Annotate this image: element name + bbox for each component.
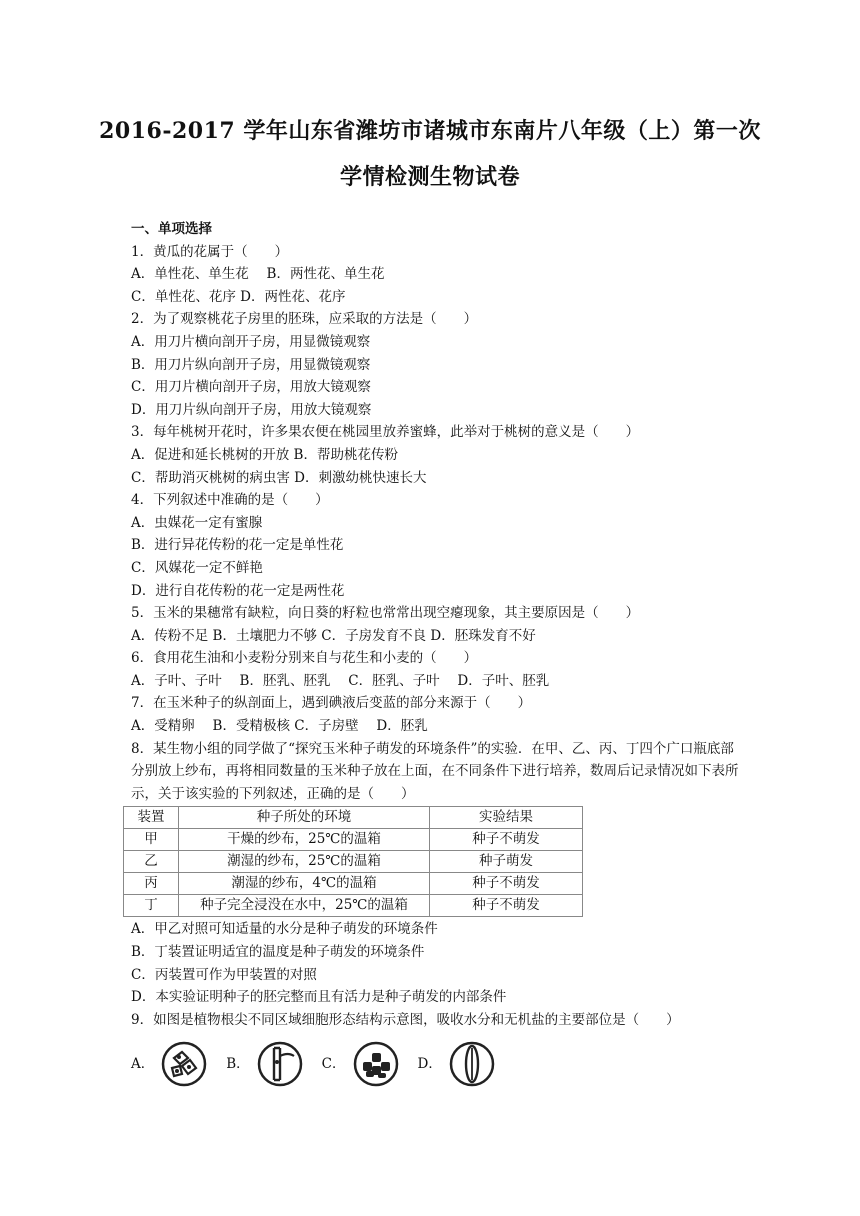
table-cell: 种子萌发: [430, 851, 583, 873]
table-cell: 种子不萌发: [430, 829, 583, 851]
table-cell: 种子完全浸没在水中，25℃的温箱: [179, 895, 430, 917]
table-cell: 干燥的纱布，25℃的温箱: [179, 829, 430, 851]
option-d-label: D．: [417, 1056, 442, 1073]
question-text-line: A．虫媒花一定有蜜腺: [131, 514, 263, 531]
table-cell: 种子不萌发: [430, 895, 583, 917]
table-cell: 潮湿的纱布，25℃的温箱: [179, 851, 430, 873]
table-row: [124, 829, 583, 851]
exam-title-line-2: 学情检测生物试卷: [339, 164, 520, 190]
option-b-label: B．: [226, 1056, 250, 1073]
question-9-image-options: [131, 1035, 741, 1093]
option-c-label: C．: [321, 1056, 346, 1073]
table-header-cell: 实验结果: [430, 807, 583, 829]
dense-cells-icon: [352, 1040, 400, 1088]
elongated-cell-icon: [448, 1040, 496, 1088]
question-text-line: 4．下列叙述中准确的是（ ）: [131, 492, 329, 509]
question-text-line: D．进行自花传粉的花一定是两性花: [131, 582, 345, 599]
exam-content: [131, 218, 741, 1093]
question-text-line: C．用刀片横向剖开子房，用放大镜观察: [131, 379, 371, 396]
table-cell: 潮湿的纱布，4℃的温箱: [179, 873, 430, 895]
question-text-line: A．单性花、单生花 B．两性花、单生花: [131, 266, 385, 283]
question-text-line: C．单性花、花序 D．两性花、花序: [131, 288, 346, 305]
question-text-line: A．甲乙对照可知适量的水分是种子萌发的环境条件: [131, 921, 438, 938]
question-text-line: 7．在玉米种子的纵剖面上，遇到碘液后变蓝的部分来源于（ ）: [131, 695, 532, 712]
question-text-line: 5．玉米的果穗常有缺粒，向日葵的籽粒也常常出现空瘪现象，其主要原因是（ ）: [131, 605, 640, 622]
question-text-line: B．用刀片纵向剖开子房，用显微镜观察: [131, 356, 371, 373]
question-text-line: B．进行异花传粉的花一定是单性花: [131, 537, 344, 554]
root-hair-cell-icon: [256, 1040, 304, 1088]
question-8-stem: 8．某生物小组的同学做了“探究玉米种子萌发的环境条件”的实验．在甲、乙、丙、丁四个广口瓶底部分别放上纱布，再将相同数量的玉米种子放在上面，在不同条件下进行培养，数周后记录情况如下表所示，关于该实验的下列叙述，正确的是（ ）: [131, 740, 739, 802]
table-row: [124, 895, 583, 917]
question-text-line: A．受精卵 B．受精极核 C．子房壁 D．胚乳: [131, 718, 428, 735]
question-text-line: 3．每年桃树开花时，许多果农便在桃园里放养蜜蜂，此举对于桃树的意义是（ ）: [131, 424, 640, 441]
question-text-line: A．用刀片横向剖开子房，用显微镜观察: [131, 333, 371, 350]
question-text-line: D．用刀片纵向剖开子房，用放大镜观察: [131, 401, 372, 418]
question-text-line: D．本实验证明种子的胚完整而且有活力是种子萌发的内部条件: [131, 989, 507, 1006]
question-8-options-and-question-9: [131, 918, 741, 1031]
question-text-line: 9．如图是植物根尖不同区域细胞形态结构示意图，吸收水分和无机盐的主要部位是（ ）: [131, 1011, 680, 1028]
question-text-line: 6．食用花生油和小麦粉分别来自与花生和小麦的（ ）: [131, 650, 478, 667]
option-a-label: A．: [131, 1056, 155, 1073]
section-heading: 一、单项选择: [131, 221, 212, 237]
table-cell: 甲: [124, 829, 179, 851]
table-row: [124, 851, 583, 873]
question-text-line: A．传粉不足 B．土壤肥力不够 C．子房发育不良 D．胚珠发育不好: [131, 627, 536, 644]
table-header-cell: 种子所处的环境: [179, 807, 430, 829]
cell-cluster-icon: [160, 1040, 208, 1088]
table-row: [124, 873, 583, 895]
question-text-line: A．子叶、子叶 B．胚乳、胚乳 C．胚乳、子叶 D．子叶、胚乳: [131, 672, 550, 689]
table-header-cell: 装置: [124, 807, 179, 829]
table-cell: 丁: [124, 895, 179, 917]
question-text-line: B．丁装置证明适宜的温度是种子萌发的环境条件: [131, 944, 425, 961]
question-text-line: C．丙装置可作为甲装置的对照: [131, 966, 317, 983]
question-text-line: C．帮助消灭桃树的病虫害 D．刺激幼桃快速长大: [131, 469, 427, 486]
table-cell: 丙: [124, 873, 179, 895]
exam-title-line-1: 2016-2017 学年山东省潍坊市诸城市东南片八年级（上）第一次: [99, 118, 761, 144]
question-text-line: A．促进和延长桃树的开放 B．帮助桃花传粉: [131, 446, 398, 463]
experiment-table: [123, 806, 583, 917]
question-text-line: 2．为了观察桃花子房里的胚珠，应采取的方法是（ ）: [131, 311, 478, 328]
questions-1-7: [131, 241, 741, 738]
table-header-row: [124, 807, 583, 829]
table-cell: 乙: [124, 851, 179, 873]
question-text-line: C．风媒花一定不鲜艳: [131, 559, 263, 576]
table-cell: 种子不萌发: [430, 873, 583, 895]
question-text-line: 1．黄瓜的花属于（ ）: [131, 243, 289, 260]
